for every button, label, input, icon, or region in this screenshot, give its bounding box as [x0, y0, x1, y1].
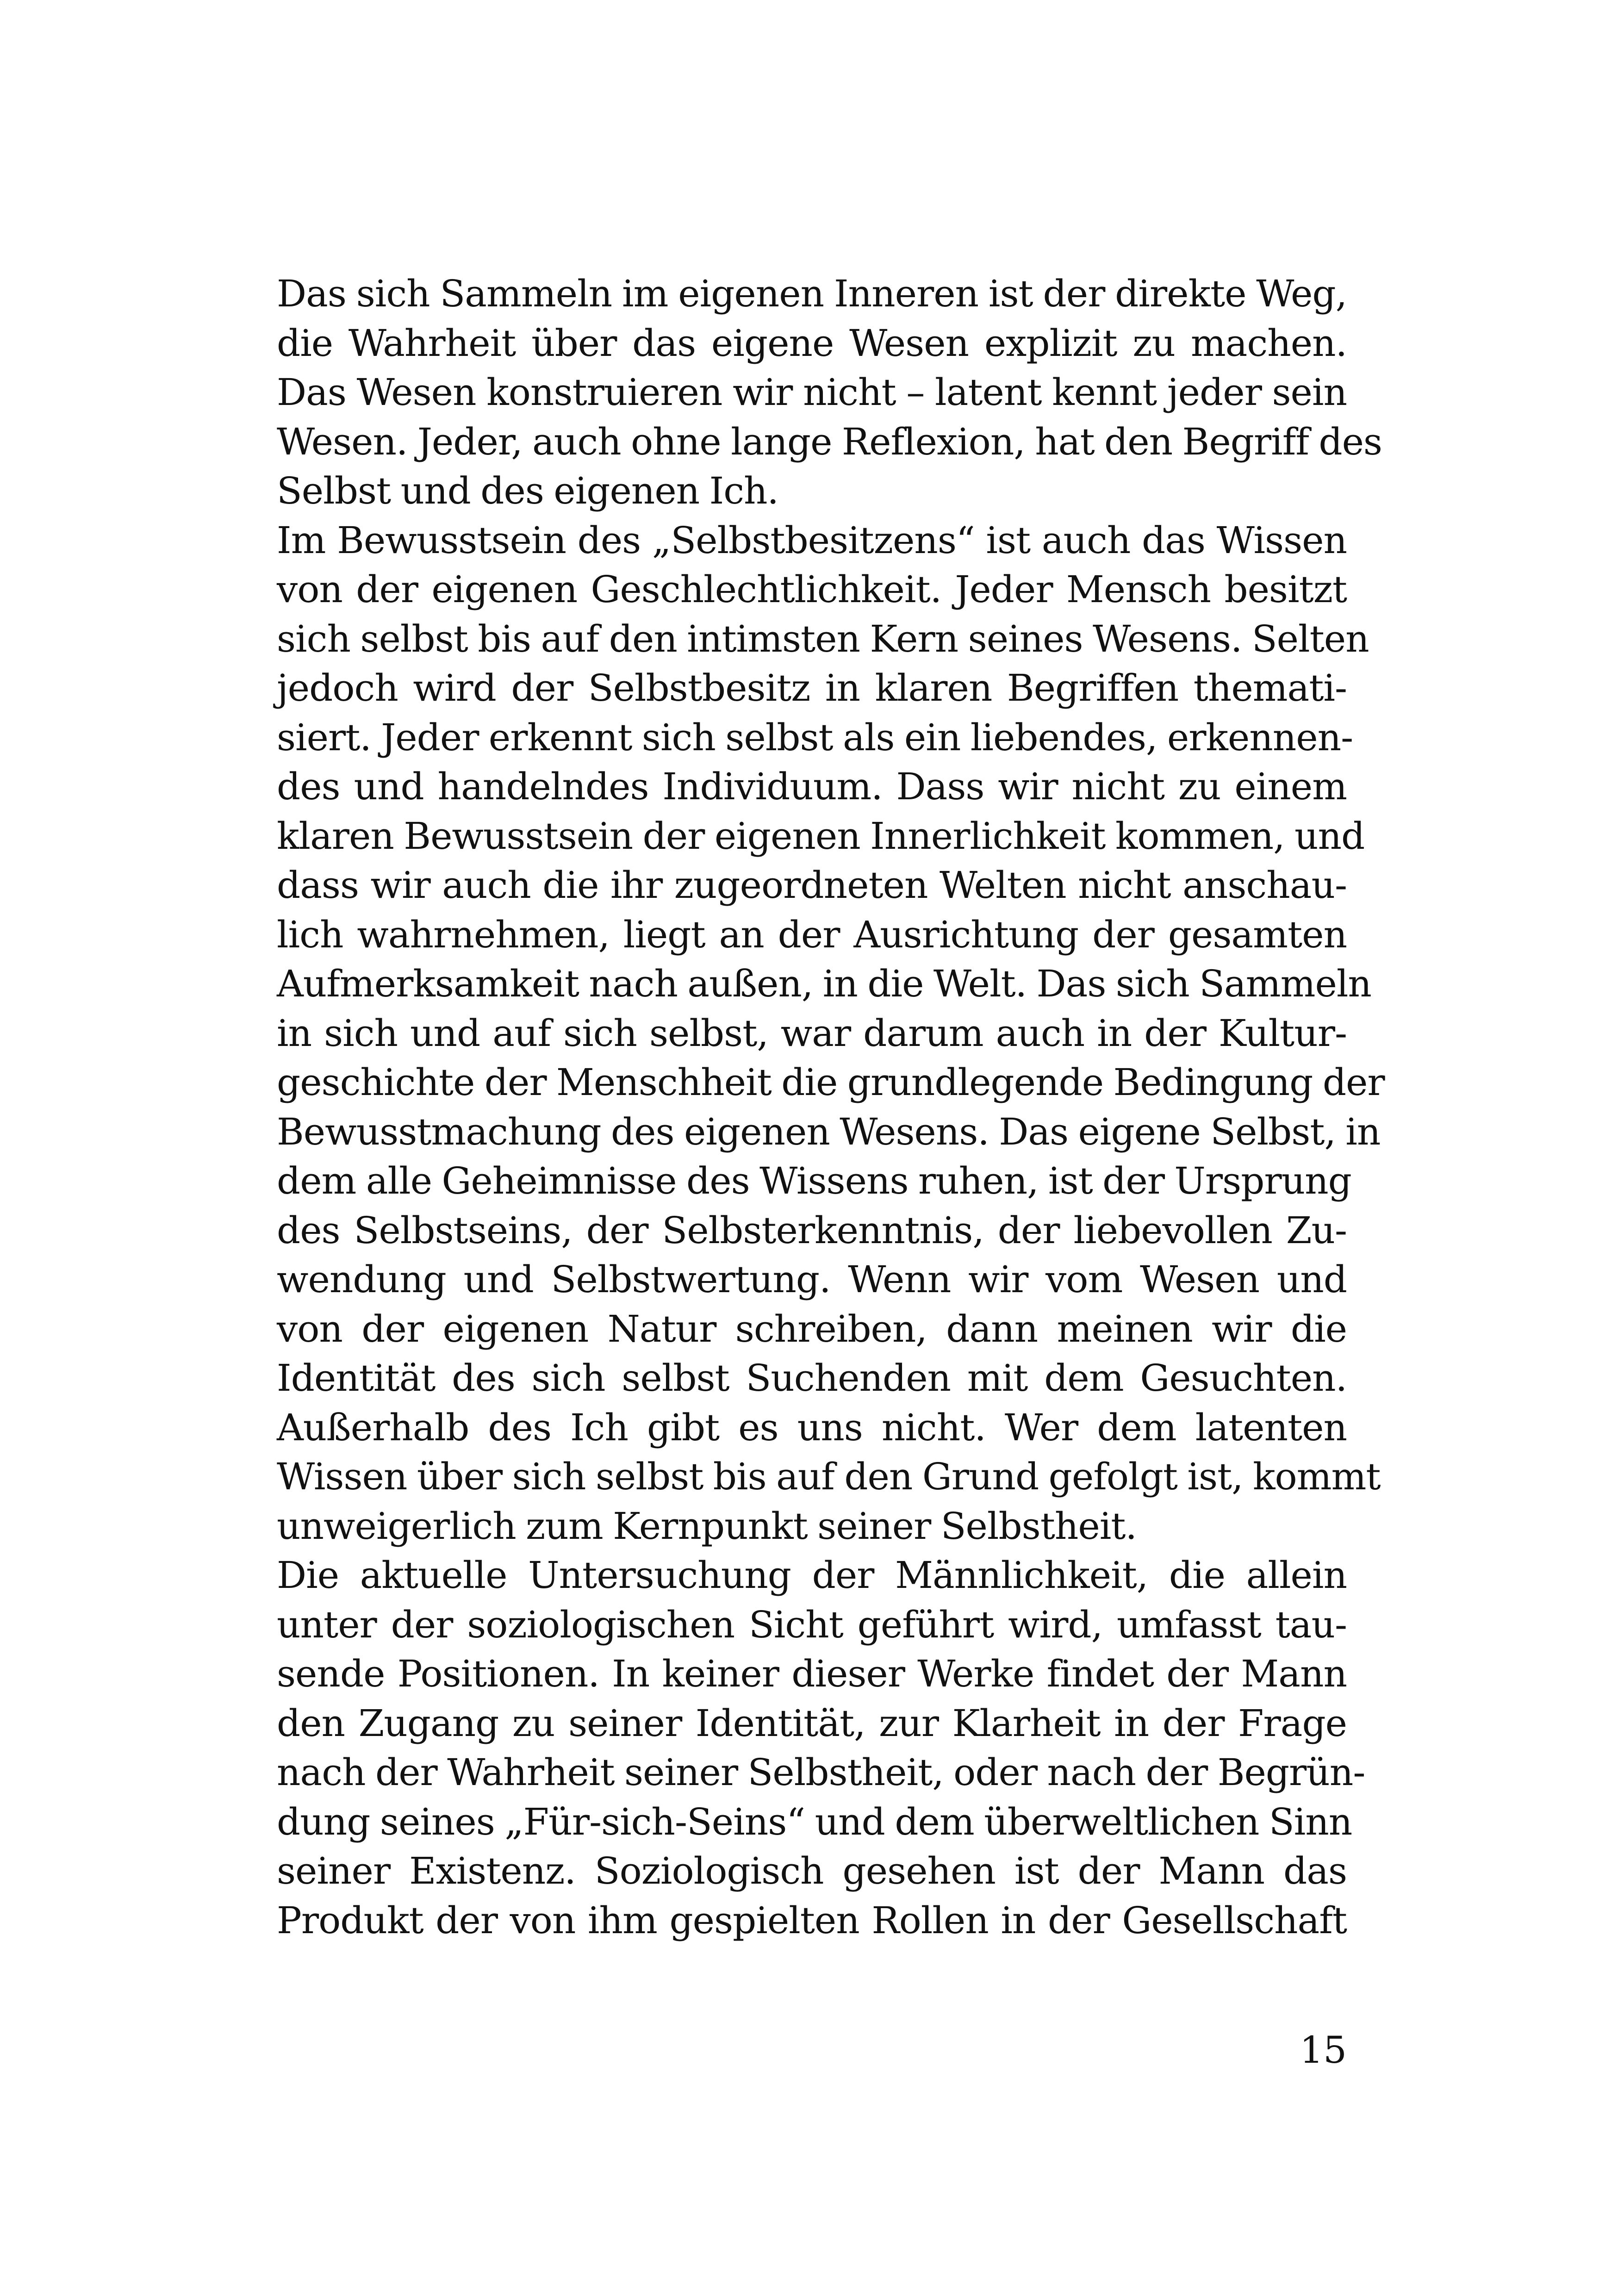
text-line: sich selbst bis auf den intimsten Kern seines Wesens. Selten [277, 617, 1369, 660]
text-line: Aufmerksamkeit nach außen, in die Welt. Das sich Sammeln [277, 962, 1371, 1005]
paragraph-1 [277, 269, 1382, 516]
body-text [277, 269, 1385, 1945]
text-line: von der eigenen Geschlechtlichkeit. Jeder Mensch besitzt [277, 568, 1347, 611]
text-line: Produkt der von ihm gespielten Rollen in der Gesellschaft [277, 1898, 1347, 1942]
text-line: klaren Bewusstsein der eigenen Innerlichkeit kommen, und [277, 814, 1365, 858]
text-line: nach der Wahrheit seiner Selbstheit, oder nach der Begrün- [277, 1751, 1365, 1794]
text-line: dem alle Geheimnisse des Wissens ruhen, ist der Ursprung [277, 1159, 1351, 1202]
text-line: in sich und auf sich selbst, war darum auch in der Kultur- [277, 1011, 1347, 1055]
text-line: unweigerlich zum Kernpunkt seiner Selbstheit. [277, 1504, 1137, 1548]
text-line: dung seines „Für-sich-Seins“ und dem überweltlichen Sinn [277, 1800, 1352, 1843]
text-line: dass wir auch die ihr zugeordneten Welten nicht anschau- [277, 864, 1347, 907]
text-line: sende Positionen. In keiner dieser Werke findet der Mann [277, 1652, 1347, 1695]
text-line: siert. Jeder erkennt sich selbst als ein liebendes, erkennen- [277, 716, 1353, 759]
text-line: wendung und Selbstwertung. Wenn wir vom Wesen und [277, 1258, 1347, 1301]
text-line: unter der soziologischen Sicht geführt wird, umfasst tau- [277, 1603, 1347, 1646]
text-line: von der eigenen Natur schreiben, dann meinen wir die [277, 1307, 1347, 1350]
page-number: 15 [1300, 2028, 1347, 2072]
text-line: lich wahrnehmen, liegt an der Ausrichtung der gesamten [277, 913, 1347, 956]
text-line: jedoch wird der Selbstbesitz in klaren Begriffen themati- [277, 666, 1347, 709]
text-line: Selbst und des eigenen Ich. [277, 469, 778, 512]
text-line: Außerhalb des Ich gibt es uns nicht. Wer dem latenten [277, 1406, 1347, 1449]
text-line: Wissen über sich selbst bis auf den Grund gefolgt ist, kommt [277, 1455, 1381, 1498]
text-line: Wesen. Jeder, auch ohne lange Reflexion, hat den Begriff des [277, 420, 1382, 463]
text-line: die Wahrheit über das eigene Wesen explizit zu machen. [277, 321, 1347, 365]
paragraph-2 [277, 516, 1385, 1551]
text-line: Bewusstmachung des eigenen Wesens. Das eigene Selbst, in [277, 1110, 1381, 1153]
text-line: Die aktuelle Untersuchung der Männlichkeit, die allein [277, 1554, 1347, 1597]
text-line: Das Wesen konstruieren wir nicht – latent kennt jeder sein [277, 371, 1347, 414]
text-line: Das sich Sammeln im eigenen Inneren ist der direkte Weg, [277, 272, 1347, 315]
text-line: den Zugang zu seiner Identität, zur Klarheit in der Frage [277, 1701, 1347, 1745]
paragraph-3 [277, 1551, 1365, 1945]
text-line: Im Bewusstsein des „Selbstbesitzens“ ist auch das Wissen [277, 518, 1347, 562]
text-line: geschichte der Menschheit die grundlegende Bedingung der [277, 1061, 1385, 1104]
text-line: Identität des sich selbst Suchenden mit dem Gesuchten. [277, 1356, 1347, 1400]
text-line: des Selbstseins, der Selbsterkenntnis, der liebevollen Zu- [277, 1208, 1347, 1252]
text-line: seiner Existenz. Soziologisch gesehen ist der Mann das [277, 1849, 1347, 1892]
text-line: des und handelndes Individuum. Dass wir nicht zu einem [277, 765, 1347, 808]
